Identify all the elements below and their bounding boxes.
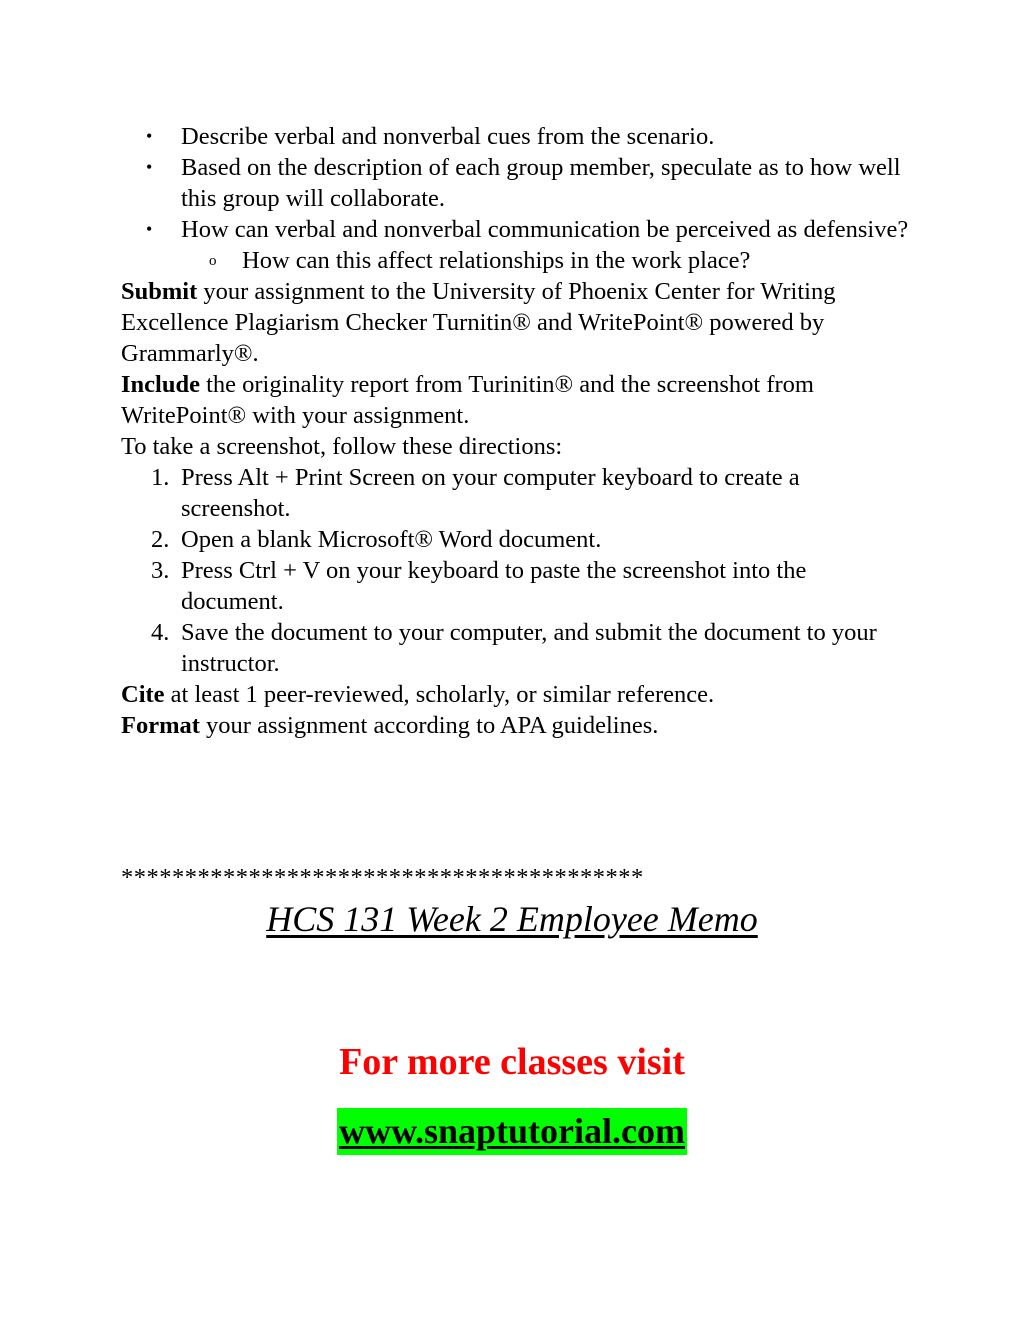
sub-question-list bbox=[121, 245, 911, 276]
list-item bbox=[121, 121, 911, 152]
step-number: 2. bbox=[151, 526, 170, 553]
cite-label: Cite bbox=[121, 681, 165, 708]
format-text: your assignment according to APA guidelines. bbox=[199, 712, 659, 739]
submit-label: Submit bbox=[121, 278, 198, 305]
step-number: 1. bbox=[151, 464, 170, 491]
step-text: Press Ctrl + V on your keyboard to paste the screenshot into the document. bbox=[181, 557, 807, 615]
step-item bbox=[121, 524, 911, 555]
circle-bullet-icon: o bbox=[209, 253, 217, 269]
screenshot-steps bbox=[121, 462, 911, 679]
screenshot-intro: To take a screenshot, follow these directions: bbox=[121, 433, 563, 460]
site-link-wrapper bbox=[0, 1108, 1024, 1155]
sub-bullet-text: How can this affect relationships in the work place? bbox=[242, 247, 751, 274]
format-instruction bbox=[121, 710, 911, 741]
submit-text: your assignment to the University of Phoenix Center for Writing Excellence Plagiarism Checker Turnitin® and WritePoint® powered by Grammarly®. bbox=[121, 278, 836, 367]
step-text: Save the document to your computer, and submit the document to your instructor. bbox=[181, 619, 877, 677]
submit-instruction bbox=[121, 276, 911, 369]
step-text: Press Alt + Print Screen on your computer keyboard to create a screenshot. bbox=[181, 464, 800, 522]
bullet-icon: • bbox=[146, 126, 153, 146]
cite-instruction bbox=[121, 679, 911, 710]
format-label: Format bbox=[121, 712, 200, 739]
step-number: 4. bbox=[151, 619, 170, 646]
include-instruction bbox=[121, 369, 911, 431]
bullet-text: How can verbal and nonverbal communication be perceived as defensive? bbox=[181, 216, 909, 243]
bullet-text: Describe verbal and nonverbal cues from the scenario. bbox=[181, 123, 715, 150]
promo-heading: For more classes visit bbox=[339, 1041, 685, 1083]
step-item bbox=[121, 617, 911, 679]
memo-title: HCS 131 Week 2 Employee Memo bbox=[266, 899, 758, 939]
bullet-icon: • bbox=[146, 219, 153, 239]
list-item bbox=[121, 152, 911, 214]
include-text: the originality report from Turinitin® and the screenshot from WritePoint® with your assignment. bbox=[121, 371, 814, 429]
site-link[interactable]: www.snaptutorial.com bbox=[337, 1108, 687, 1155]
assignment-instructions bbox=[121, 121, 911, 741]
step-item bbox=[121, 555, 911, 617]
bullet-text: Based on the description of each group member, speculate as to how well this group will collaborate. bbox=[181, 154, 901, 212]
step-number: 3. bbox=[151, 557, 170, 584]
bullet-icon: • bbox=[146, 157, 153, 177]
separator-line: ***************************************** bbox=[121, 864, 644, 891]
cite-text: at least 1 peer-reviewed, scholarly, or similar reference. bbox=[164, 681, 715, 708]
step-text: Open a blank Microsoft® Word document. bbox=[181, 526, 602, 553]
list-item bbox=[121, 214, 911, 245]
include-label: Include bbox=[121, 371, 200, 398]
sub-list-item bbox=[121, 245, 911, 276]
step-item bbox=[121, 462, 911, 524]
question-list bbox=[121, 121, 911, 245]
